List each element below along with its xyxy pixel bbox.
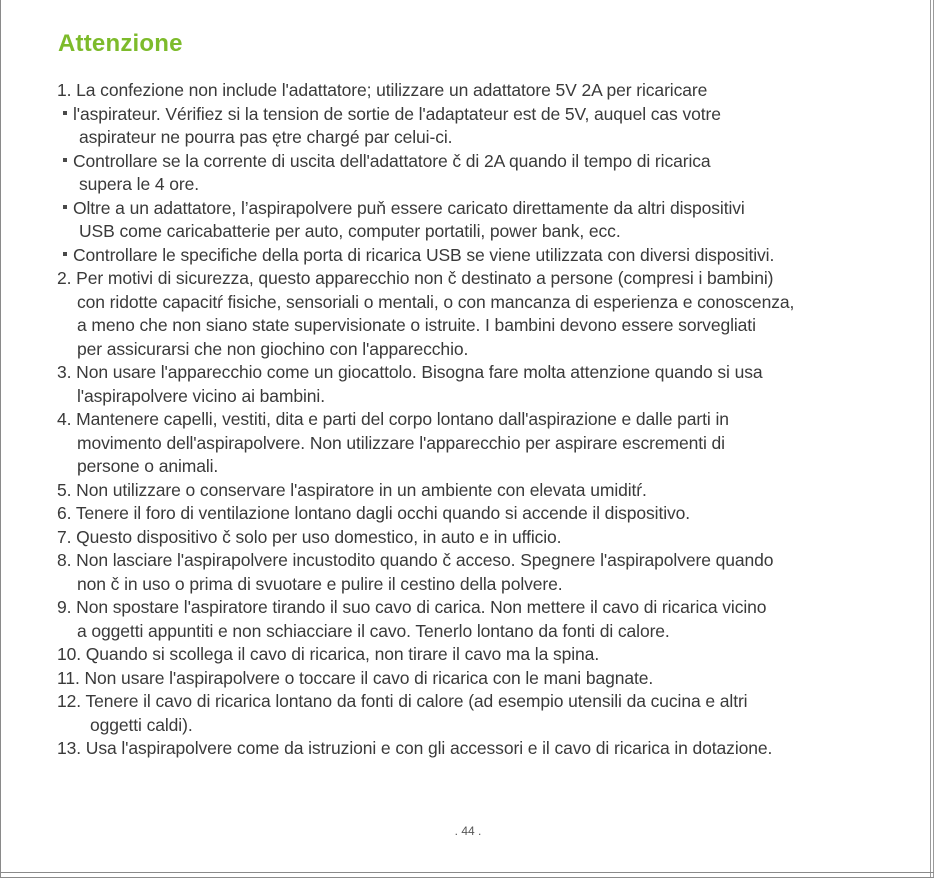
list-item-9: 9. Non spostare l'aspiratore tirando il suo cavo di carica. Non mettere il cavo di ricarica vicino (57, 597, 767, 617)
list-item-continuation: per assicurarsi che non giochino con l'apparecchio. (77, 338, 469, 359)
list-item-continuation: l'aspirapolvere vicino ai bambini. (77, 385, 325, 406)
list-item-10: 10. Quando si scollega il cavo di ricarica, non tirare il cavo ma la spina. (57, 644, 600, 664)
bullet-text: Controllare le specifiche della porta di ricarica USB se viene utilizzata con diversi dispositivi. (73, 244, 775, 265)
list-item-6: 6. Tenere il foro di ventilazione lontano dagli occhi quando si accende il dispositivo. (57, 503, 691, 523)
list-item-continuation: persone o animali. (77, 456, 219, 476)
bullet-text: Controllare se la corrente di uscita dell'adattatore č di 2A quando il tempo di ricarica (73, 150, 711, 171)
bullet-item (57, 150, 887, 174)
bullet-item (57, 103, 887, 127)
bullet-icon (63, 158, 67, 162)
list-item-12: 12. Tenere il cavo di ricarica lontano da fonti di calore (ad esempio utensili da cucina e altri (57, 691, 748, 711)
page-title: Attenzione (58, 30, 183, 57)
list-item-1: 1. La confezione non include l'adattatore; utilizzare un adattatore 5V 2A per ricaricare (57, 80, 708, 100)
bullet-text: Oltre a un adattatore, l’aspirapolvere puň essere caricato direttamente da altri dispositivi (73, 197, 745, 218)
page-edge-right (930, 0, 934, 878)
bullet-continuation: aspirateur ne pourra pas ętre chargé par celui-ci. (79, 127, 453, 147)
page-number: . 44 . (454, 824, 482, 838)
bullet-item (57, 197, 887, 221)
list-item-continuation: a oggetti appuntiti e non schiacciare il cavo. Tenerlo lontano da fonti di calore. (77, 620, 670, 641)
bullet-continuation: supera le 4 ore. (79, 174, 200, 194)
list-item-continuation: movimento dell'aspirapolvere. Non utilizzare l'apparecchio per aspirare escrementi di (77, 432, 725, 453)
list-item-5: 5. Non utilizzare o conservare l'aspiratore in un ambiente con elevata umiditŕ. (57, 479, 647, 500)
list-item-4: 4. Mantenere capelli, vestiti, dita e parti del corpo lontano dall'aspirazione e dalle parti in (57, 409, 729, 429)
list-item-8: 8. Non lasciare l'aspirapolvere incustodito quando č acceso. Spegnere l'aspirapolvere quando (57, 550, 774, 570)
bullet-text: l'aspirateur. Vérifiez si la tension de sortie de l'adaptateur est de 5V, auquel cas votre (73, 103, 721, 124)
list-item-continuation: oggetti caldi). (90, 714, 193, 735)
page-edge-bottom (0, 872, 934, 878)
bullet-icon (63, 111, 67, 115)
list-item-13: 13. Usa l'aspirapolvere come da istruzioni e con gli accessori e il cavo di ricarica in dotazione. (57, 738, 773, 758)
instructions-list (57, 79, 887, 761)
list-item-continuation: con ridotte capacitŕ fisiche, sensoriali o mentali, o con mancanza di esperienza e conoscenza, (77, 291, 795, 312)
list-item-7: 7. Questo dispositivo č solo per uso domestico, in auto e in ufficio. (57, 526, 562, 547)
list-item-3: 3. Non usare l'apparecchio come un giocattolo. Bisogna fare molta attenzione quando si usa (57, 362, 763, 382)
bullet-item (57, 244, 887, 268)
list-item-11: 11. Non usare l'aspirapolvere o toccare il cavo di ricarica con le mani bagnate. (57, 667, 654, 688)
bullet-icon (63, 252, 67, 256)
list-item-2: 2. Per motivi di sicurezza, questo apparecchio non č destinato a persone (compresi i bambini) (57, 268, 774, 288)
bullet-icon (63, 205, 67, 209)
list-item-continuation: non č in uso o prima di svuotare e pulire il cestino della polvere. (77, 573, 563, 594)
list-item-continuation: a meno che non siano state supervisionate o istruite. I bambini devono essere sorvegliati (77, 315, 756, 335)
bullet-continuation: USB come caricabatterie per auto, computer portatili, power bank, ecc. (79, 221, 621, 241)
